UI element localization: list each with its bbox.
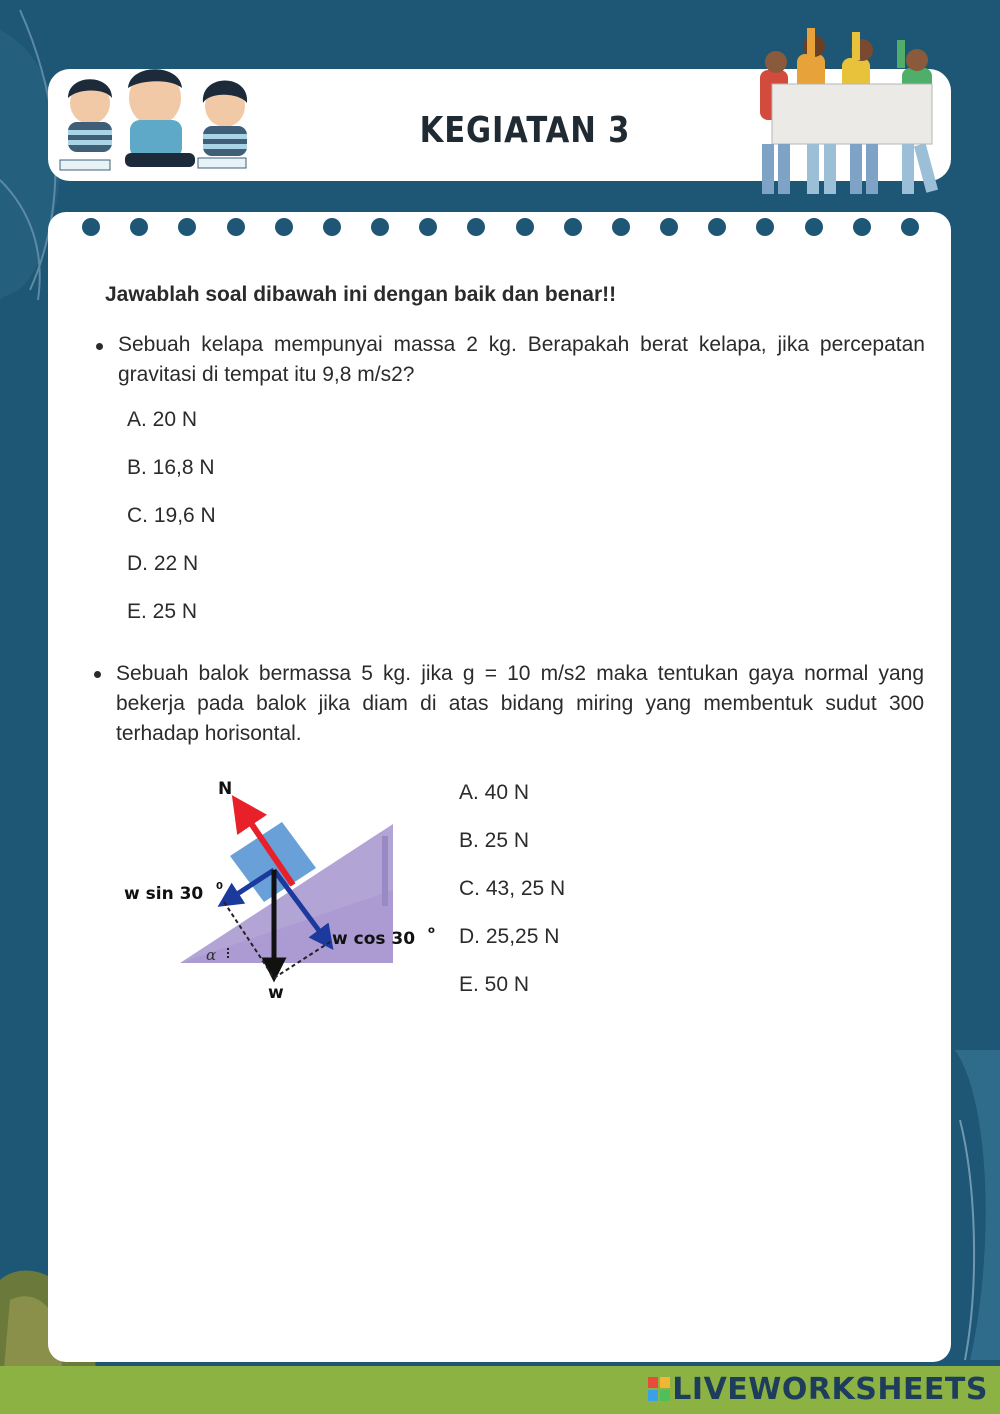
question-1-option-a[interactable]: A. 20 N (127, 408, 198, 431)
page-title: KEGIATAN 3 (419, 110, 631, 151)
question-1-text: Sebuah kelapa mempunyai massa 2 kg. Berapakah berat kelapa, jika percepatan gravitasi di tempat itu 9,8 m/s2? (118, 333, 925, 386)
question-1-option-c[interactable]: C. 19,6 N (127, 504, 216, 527)
inclined-plane-force-diagram (118, 770, 448, 1010)
label-alpha: α (206, 946, 217, 964)
question-1-option-b[interactable]: B. 16,8 N (127, 456, 215, 479)
question-2-bullet (94, 671, 101, 678)
question-2-option-d[interactable]: D. 25,25 N (459, 925, 560, 948)
liveworksheets-logo-icon (648, 1377, 670, 1401)
incline-side-label (382, 836, 388, 906)
question-2-text: Sebuah balok bermassa 5 kg. jika g = 10 m/s2 maka tentukan gaya normal yang bekerja pada balok jika diam di atas bidang miring yang membentuk sudut 300 terhadap horisontal. (116, 662, 924, 745)
label-w-cos: w cos 30 (332, 929, 416, 949)
brand-name: LIVEWORKSHEETS (672, 1372, 988, 1407)
question-1-option-d[interactable]: D. 22 N (127, 552, 199, 575)
instruction-text: Jawablah soal dibawah ini dengan baik dan benar!! (105, 283, 617, 306)
question-1-bullet (96, 343, 103, 350)
label-n: N (218, 779, 233, 799)
degree-2: o (428, 925, 435, 936)
label-w-sin: w sin 30 (124, 884, 204, 904)
notebook-binding-holes (80, 216, 920, 240)
liveworksheets-logo (648, 1372, 988, 1407)
question-2-option-b[interactable]: B. 25 N (459, 829, 530, 852)
label-w: w (268, 983, 284, 1003)
degree-1: 0 (216, 881, 223, 892)
people-with-banner-illustration (752, 24, 957, 202)
question-2-option-e[interactable]: E. 50 N (459, 973, 530, 996)
question-2-option-c[interactable]: C. 43, 25 N (459, 877, 566, 900)
question-2-option-a[interactable]: A. 40 N (459, 781, 530, 804)
question-1-option-e[interactable]: E. 25 N (127, 600, 198, 623)
